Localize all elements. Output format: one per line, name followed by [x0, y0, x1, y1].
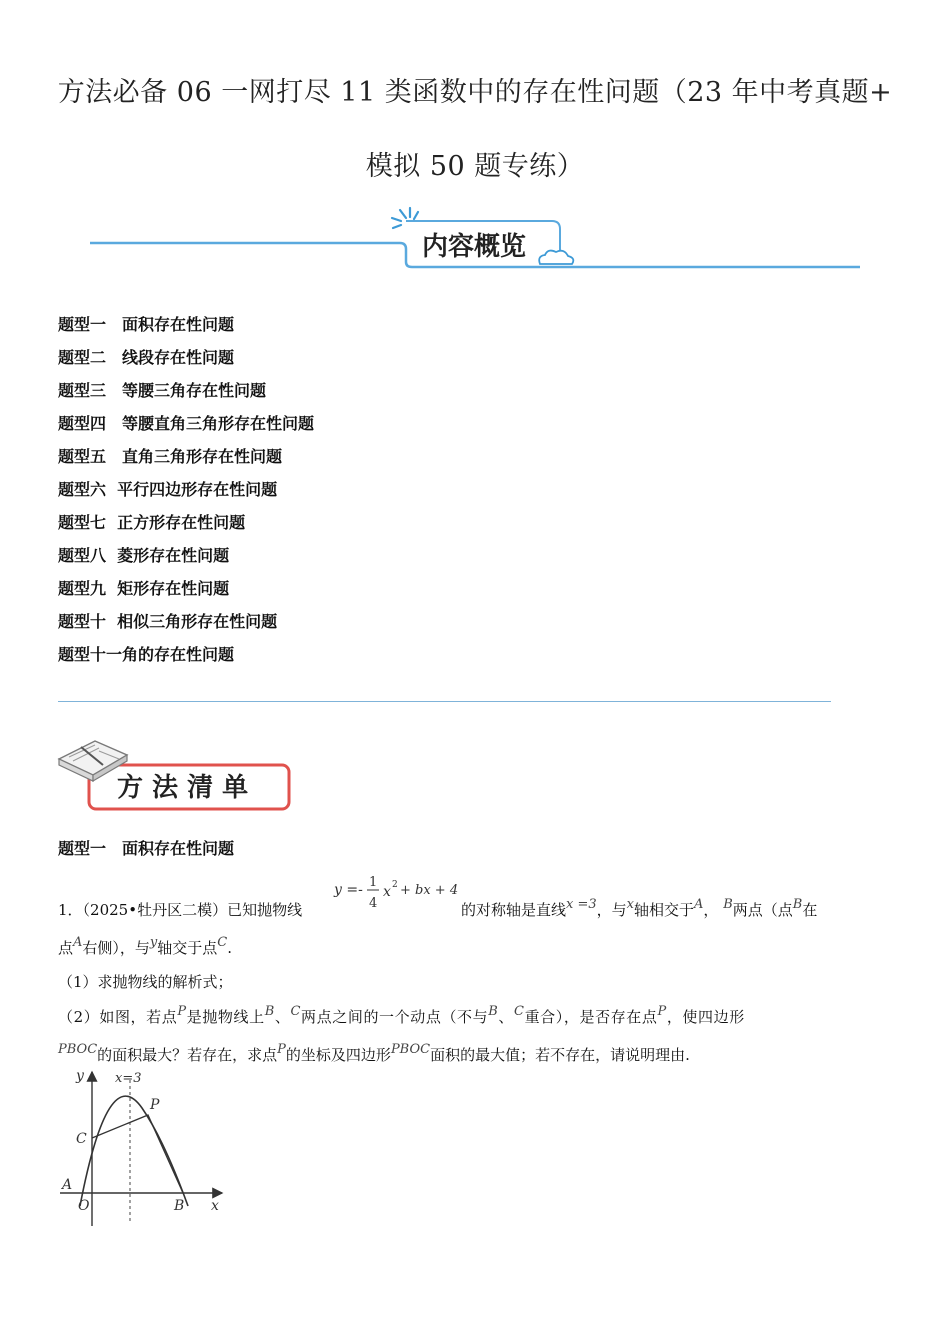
methods-banner: [55, 735, 300, 815]
point-label: A: [694, 897, 704, 912]
toc-item[interactable]: 题型七 正方形存在性问题: [58, 513, 246, 532]
y-axis-label: y: [76, 1068, 84, 1084]
point-c-label: C: [76, 1131, 87, 1147]
point-b-label: B: [174, 1198, 185, 1214]
problem-text: ，使四边形: [666, 1008, 745, 1026]
toc-item[interactable]: 题型九 矩形存在性问题: [58, 579, 230, 598]
parabola-formula: [332, 872, 462, 916]
parabola-curve: [80, 1096, 188, 1206]
document-title-line-2: 模拟 50 题专练）: [365, 151, 585, 182]
quadrilateral-label: PBOC: [390, 1042, 431, 1057]
point-label: P: [277, 1042, 286, 1057]
toc-item[interactable]: 题型一 面积存在性问题: [58, 315, 235, 334]
x-axis-label: x: [211, 1198, 219, 1214]
quadrilateral-pboc: [92, 1115, 183, 1193]
quadrilateral-label: PBOC: [58, 1042, 98, 1057]
problem-line-1b: [461, 899, 817, 920]
problem-text: 在: [802, 901, 818, 919]
toc-item[interactable]: 题型十 相似三角形存在性问题: [58, 612, 278, 631]
problem-text: 轴相交于: [634, 901, 695, 919]
question-1: （1）求抛物线的解析式；: [58, 973, 233, 991]
problem-text: 两点（点: [732, 901, 793, 919]
problem-line-2: [58, 937, 232, 958]
formula-x: x: [383, 884, 391, 900]
document-title-line-1: 方法必备 06 一网打尽 11 类函数中的存在性问题（23 年中考真题+: [57, 77, 893, 108]
var-x: x: [626, 897, 635, 912]
formula-lhs: y =-: [334, 882, 363, 898]
problem-text: 轴交于点: [157, 939, 218, 957]
problem-text: 、: [498, 1008, 515, 1026]
section-heading: 题型一 面积存在性问题: [58, 839, 235, 858]
section-divider: [58, 701, 831, 702]
problem-text: 右侧），与: [82, 939, 150, 957]
toc-item[interactable]: 题型二 线段存在性问题: [58, 348, 235, 367]
toc-item[interactable]: 题型十一角的存在性问题: [58, 645, 235, 664]
point-o-label: O: [78, 1198, 90, 1214]
point-label: B: [488, 1004, 499, 1019]
toc-item[interactable]: 题型六 平行四边形存在性问题: [58, 480, 278, 499]
point-label: B: [264, 1004, 275, 1019]
question-2-line-1: [58, 1006, 745, 1027]
problem-source: （2025•牡丹区二模）已知抛物线: [82, 901, 303, 919]
toc-item[interactable]: 题型三 等腰三角存在性问题: [58, 381, 267, 400]
table-of-contents: [58, 313, 314, 676]
problem-text: （2）如图，若点: [58, 1008, 178, 1026]
problem-text: 的对称轴是直线: [461, 901, 567, 919]
point-label: B: [723, 897, 733, 912]
point-p-label: P: [150, 1097, 160, 1113]
symmetry-label: x=3: [115, 1071, 142, 1086]
toc-item[interactable]: 题型八 菱形存在性问题: [58, 546, 230, 565]
formula-numerator: 1: [369, 875, 378, 890]
problem-text: 的面积最大？若存在，求点: [97, 1046, 278, 1064]
sparkle-icon: [392, 208, 418, 228]
toc-item[interactable]: 题型五 直角三角形存在性问题: [58, 447, 283, 466]
cloud-icon: [539, 251, 573, 264]
point-label: P: [657, 1004, 667, 1019]
problem-text: 的坐标及四边形: [285, 1046, 391, 1064]
problem-text: 重合），是否存在点: [524, 1008, 658, 1026]
methods-banner-label: 方 法 清 单: [117, 773, 249, 803]
var-y: y: [149, 935, 158, 950]
overview-banner: [90, 206, 860, 276]
parabola-figure: [56, 1066, 231, 1231]
problem-text: 是抛物线上: [186, 1008, 265, 1026]
point-label: A: [73, 935, 83, 950]
problem-text: ，与: [596, 901, 627, 919]
problem-text: 两点之间的一个动点（不与: [301, 1008, 489, 1026]
overview-banner-label: 内容概览: [422, 232, 527, 262]
problem-text: 点: [58, 939, 74, 957]
formula-exponent: 2: [392, 880, 398, 890]
question-2-line-2: [58, 1044, 690, 1065]
formula-denominator: 4: [369, 896, 378, 911]
toc-item[interactable]: 题型四 等腰直角三角形存在性问题: [58, 414, 315, 433]
point-label: C: [217, 935, 228, 950]
point-label: P: [177, 1004, 187, 1019]
problem-text: 、: [274, 1008, 291, 1026]
problem-text: ，: [703, 901, 719, 919]
point-a-label: A: [62, 1177, 73, 1193]
point-label: C: [290, 1004, 302, 1019]
problem-text: 面积的最大值；若不存在，请说明理由.: [430, 1046, 690, 1064]
formula-rest: + bx + 4: [400, 883, 459, 898]
problem-number: 1．: [58, 901, 83, 919]
problem-text: .: [227, 939, 233, 957]
point-label: B: [792, 897, 803, 912]
problem-line-1a: [58, 899, 302, 920]
axis-equation: x =3: [566, 897, 597, 912]
point-label: C: [514, 1004, 525, 1019]
